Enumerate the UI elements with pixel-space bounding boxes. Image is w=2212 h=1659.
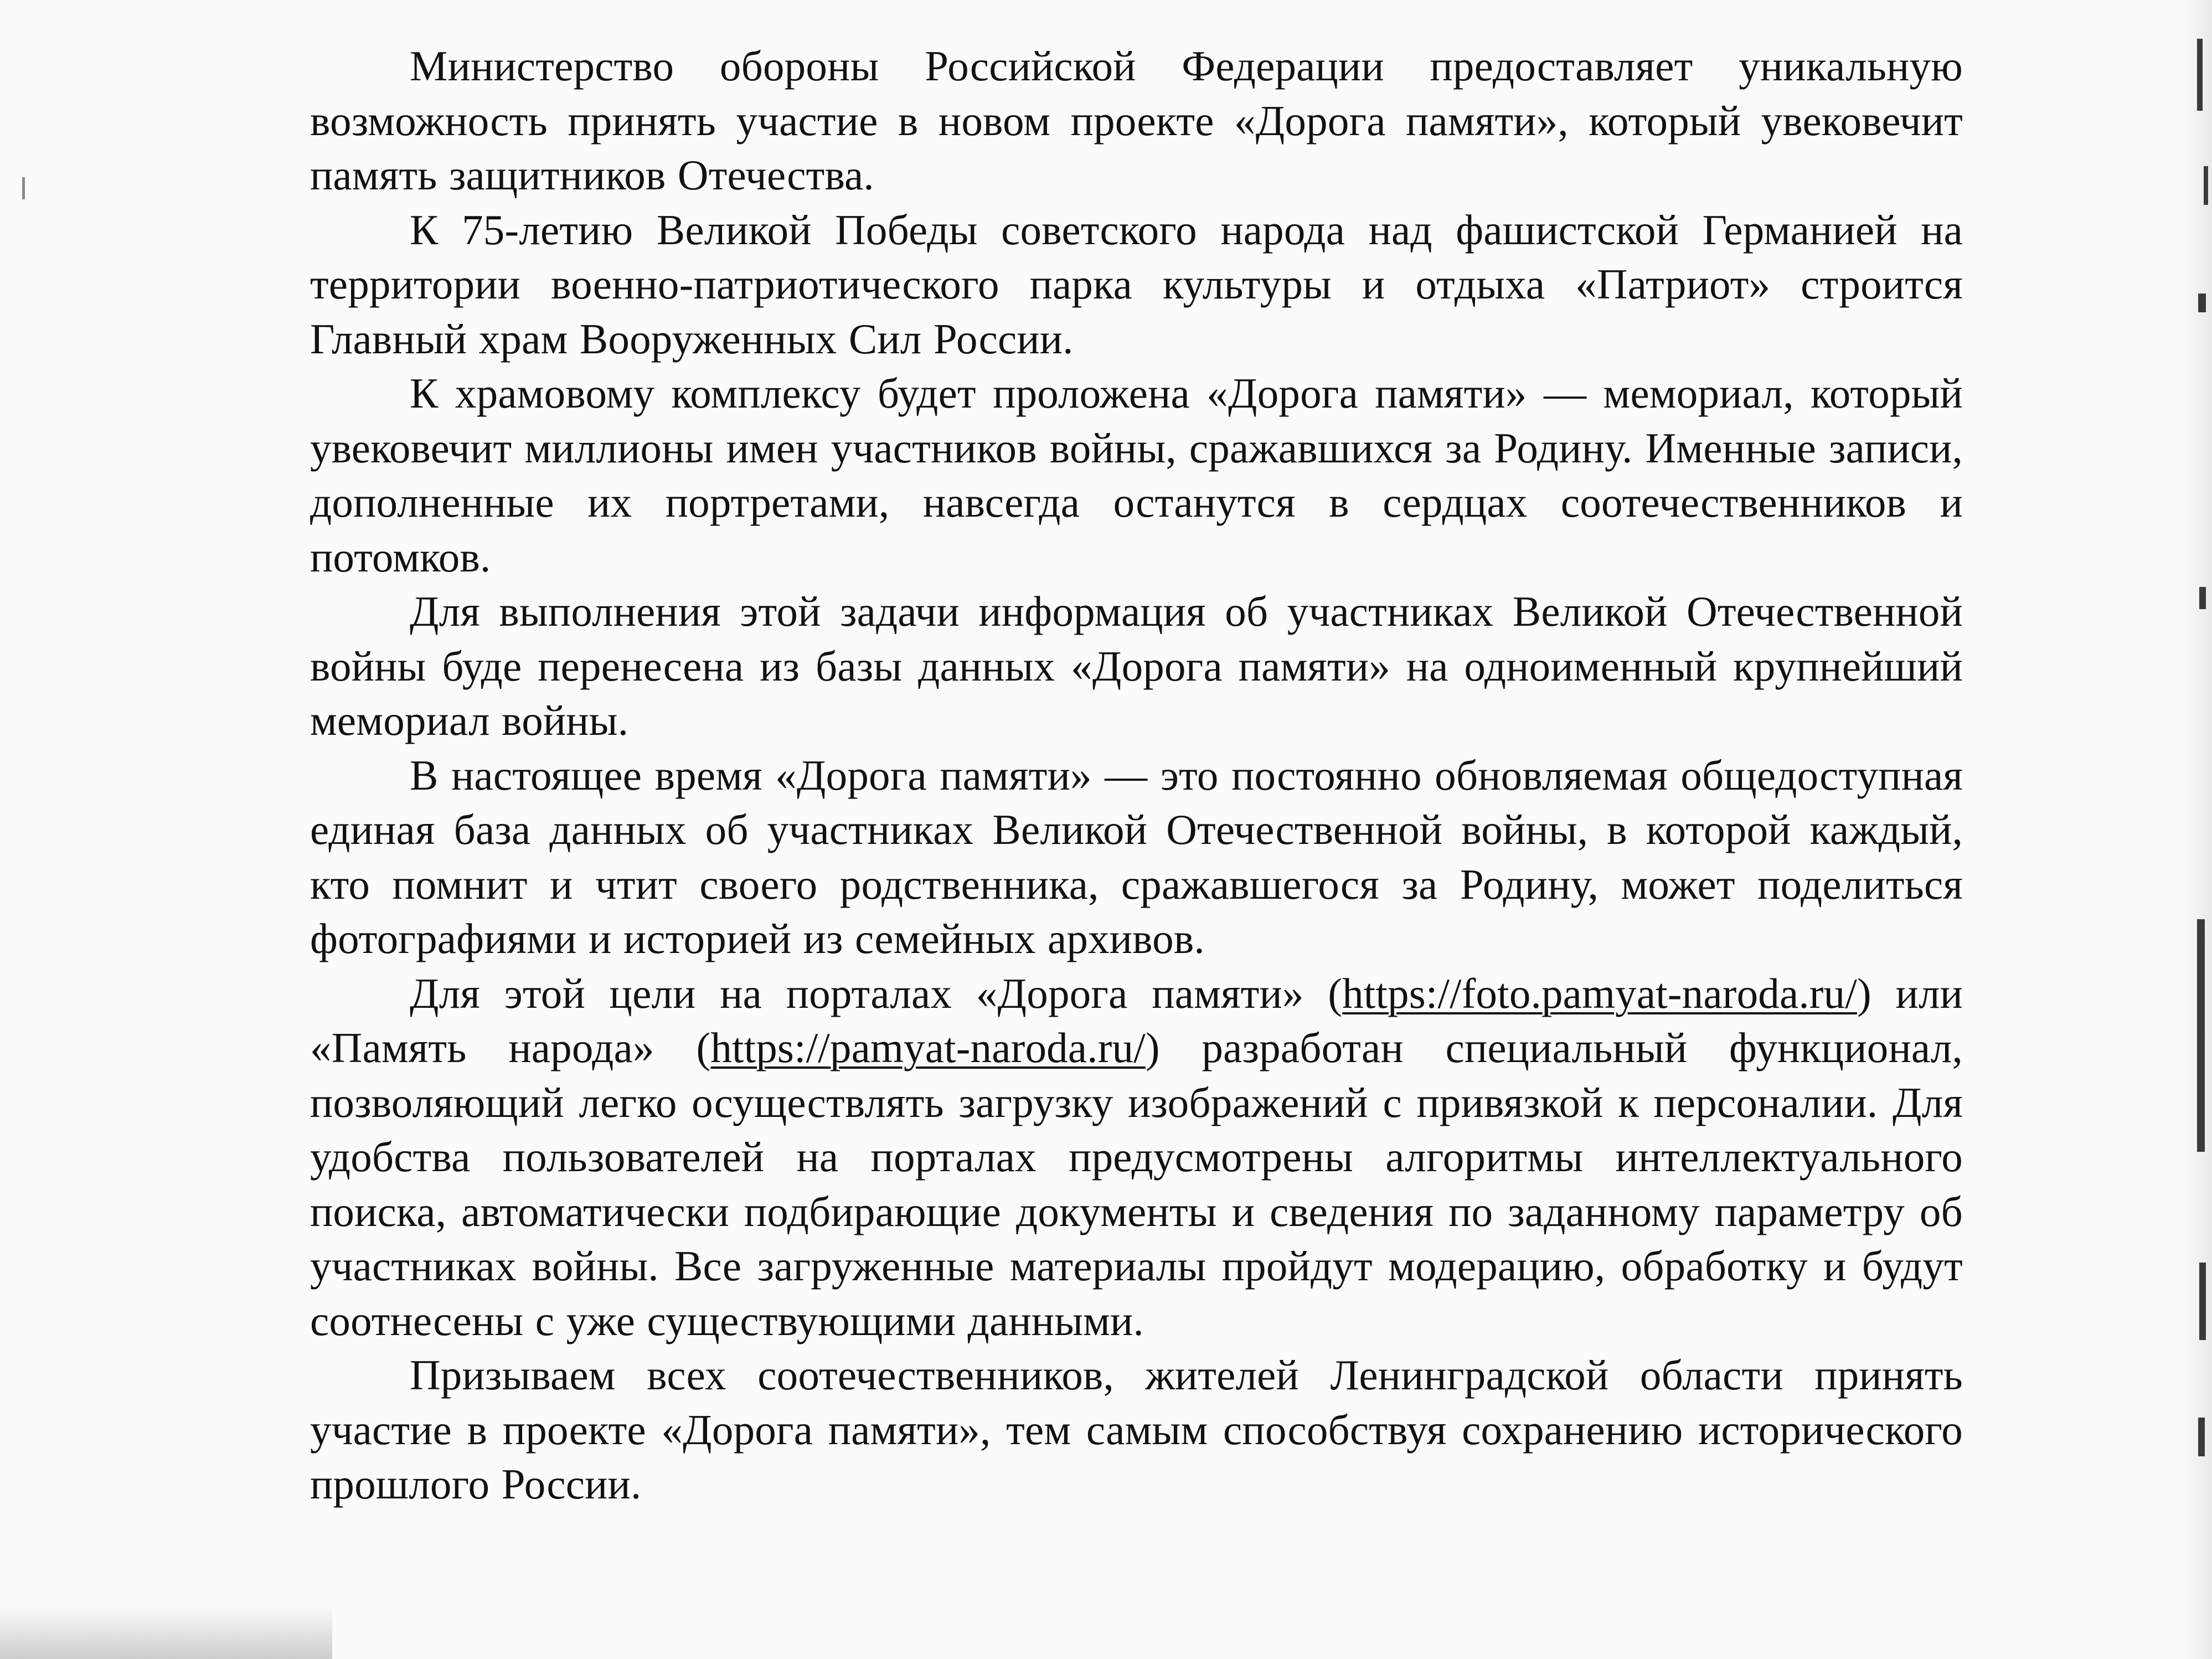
scan-shadow-bottom-left xyxy=(0,1606,332,1659)
paragraph-7: Призываем всех соотечественников, жителей Ленинградской области принять участие в проекте «Дорога памяти», тем самым способствуя сохранению исторического прошлого России. xyxy=(310,1351,1963,1508)
scan-mark xyxy=(2204,166,2208,205)
letter-body xyxy=(310,39,1963,1512)
pamyat-naroda-link[interactable]: https://pamyat-naroda.ru/ xyxy=(710,1024,1146,1071)
paragraph-6-text: ) или «Память народа» ( xyxy=(310,969,1963,1071)
scan-mark xyxy=(2197,39,2203,111)
scan-edge-right xyxy=(2182,0,2212,1659)
scan-mark xyxy=(22,177,25,199)
paragraph-6 xyxy=(310,966,1963,1348)
paragraph-6-text: ) разработан специальный функционал, позволяющий легко осуществлять загрузку изображений с привязкой к персоналии. Для удобства пользователей на порталах предусмотрены алгоритмы интеллектуального поиска, автоматически подбирающие документы и сведения по заданному параметру об участниках войны. Все загруженные материалы пройдут модерацию, обработку и будут соотнесены с уже существующими данными. xyxy=(310,1024,1963,1344)
scan-mark xyxy=(2197,919,2205,1152)
scan-mark xyxy=(2199,587,2206,609)
scan-mark xyxy=(2199,1263,2206,1340)
paragraph-2: К 75-летию Великой Победы советского народа над фашистской Германией на территории военно-патриотического парка культуры и отдыха «Патриот» строится Главный храм Вооруженных Сил России. xyxy=(310,205,1963,363)
paragraph-5: В настоящее время «Дорога памяти» — это постоянно обновляемая общедоступная единая база данных об участниках Великой Отечественной войны, в которой каждый, кто помнит и чтит своего родственника, сражавшегося за Родину, может поделиться фотографиями и историей из семейных архивов. xyxy=(310,751,1963,962)
scan-mark xyxy=(2198,293,2206,312)
paragraph-1: Министерство обороны Российской Федерации предоставляет уникальную возможность принять участие в новом проекте «Дорога памяти», который увековечит память защитников Отечества. xyxy=(310,42,1963,199)
paragraph-4: Для выполнения этой задачи информация об участниках Великой Отечественной войны буде перенесена из базы данных «Дорога памяти» на одноименный крупнейший мемориал войны. xyxy=(310,588,1963,744)
foto-pamyat-naroda-link[interactable]: https://foto.pamyat-naroda.ru/ xyxy=(1342,969,1857,1017)
scan-mark xyxy=(2198,1418,2205,1456)
paragraph-3: К храмовому комплексу будет проложена «Дорога памяти» — мемориал, который увековечит миллионы имен участников войны, сражавшихся за Родину. Именные записи, дополненные их портретами, навсегда останутся в сердцах соотечественников и потомков. xyxy=(310,369,1963,581)
paragraph-6-text: Для этой цели на порталах «Дорога памяти» ( xyxy=(410,969,1343,1017)
